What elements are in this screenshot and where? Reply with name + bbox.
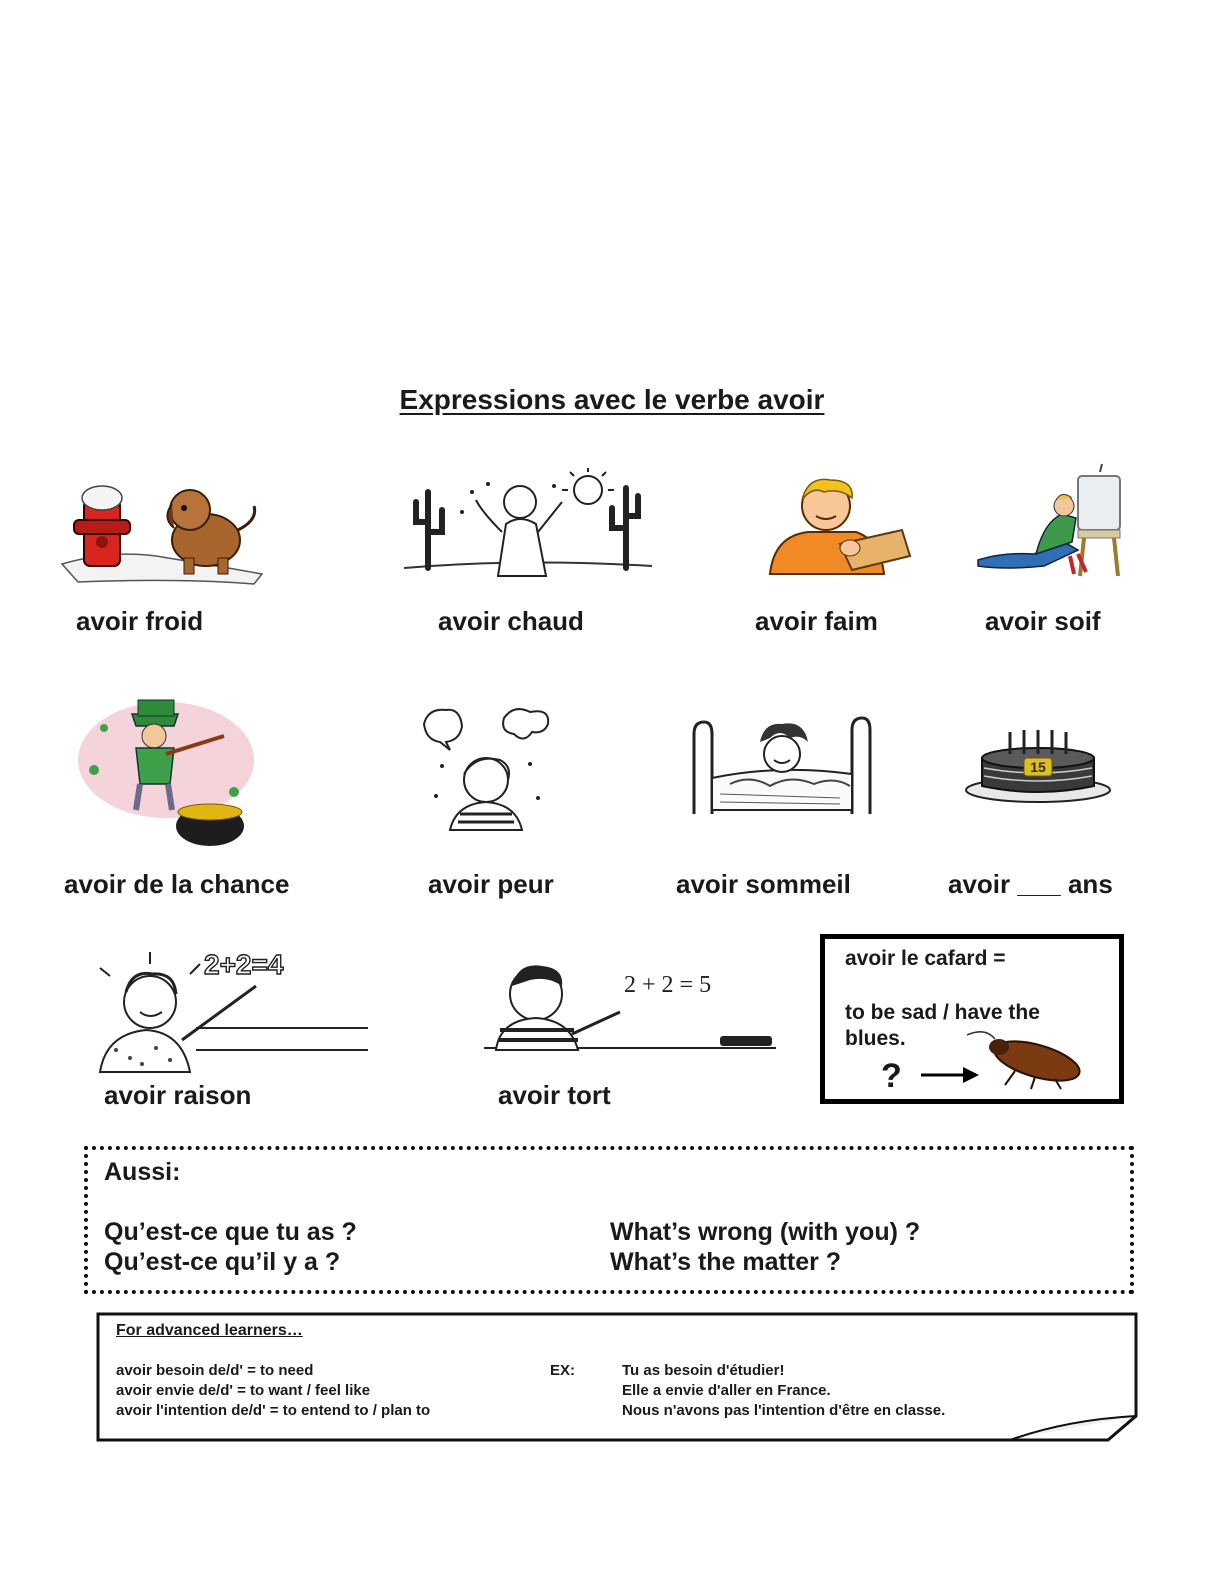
expression-label: avoir peur: [428, 869, 554, 899]
advanced-expression-2: avoir envie de/d' = to want / feel like: [116, 1382, 371, 1399]
expression-label: avoir faim: [755, 606, 878, 636]
cafard-box: [820, 934, 1124, 1104]
cockroach-icon: [965, 1023, 1093, 1091]
advanced-example-3: Nous n'avons pas l'intention d'être en classe.: [622, 1402, 946, 1419]
hungry-boy-icon: [764, 474, 914, 574]
expression-label: avoir de la chance: [64, 869, 290, 899]
cafard-meaning-cont: blues.: [845, 1027, 906, 1050]
expression-label: avoir raison: [104, 1080, 252, 1110]
advanced-expression-3: avoir l'intention de/d' = to entend to / plan to: [116, 1402, 431, 1419]
cafard-expression: avoir le cafard =: [845, 947, 1006, 970]
sleepy-bed-icon: [690, 714, 874, 818]
wrong-answer-icon: [484, 958, 776, 1058]
expression-label: avoir sommeil: [676, 869, 851, 899]
leprechaun-gold-icon: [74, 700, 260, 852]
hot-desert-icon: [402, 472, 654, 580]
advanced-box: [96, 1312, 1140, 1442]
scared-child-icon: [420, 704, 554, 830]
expression-label: avoir froid: [76, 606, 204, 636]
question-1: Qu’est-ce que tu as ?: [104, 1218, 357, 1246]
expression-label: avoir chaud: [438, 606, 584, 636]
cake-number: 15: [1030, 759, 1046, 775]
cafard-question: ?: [881, 1057, 902, 1095]
birthday-cake-icon: [962, 724, 1114, 808]
advanced-example-2: Elle a envie d'aller en France.: [622, 1382, 831, 1399]
expression-label: avoir soif: [985, 606, 1101, 636]
cold-dog-hydrant-icon: [58, 478, 268, 588]
expression-label: avoir tort: [498, 1080, 611, 1110]
example-label: EX:: [550, 1362, 576, 1379]
question-2: Qu’est-ce qu’il y a ?: [104, 1248, 341, 1276]
translation-2: What’s the matter ?: [610, 1248, 842, 1276]
translation-1: What’s wrong (with you) ?: [610, 1218, 921, 1246]
aussi-heading: Aussi:: [104, 1158, 181, 1186]
cafard-meaning: to be sad / have the: [845, 1001, 1040, 1024]
tort-equation: 2 + 2 = 5: [624, 972, 712, 998]
advanced-example-1: Tu as besoin d'étudier!: [622, 1362, 785, 1379]
page-title: Expressions avec le verbe avoir: [399, 384, 825, 415]
thirsty-man-icon: [974, 462, 1126, 580]
right-answer-icon: [86, 946, 372, 1074]
raison-equation: 2+2=4: [204, 949, 284, 980]
advanced-heading: For advanced learners…: [116, 1322, 303, 1339]
expression-label: avoir ___ ans: [948, 869, 1113, 899]
aussi-box: [84, 1146, 1134, 1294]
advanced-expression-1: avoir besoin de/d' = to need: [116, 1362, 314, 1379]
